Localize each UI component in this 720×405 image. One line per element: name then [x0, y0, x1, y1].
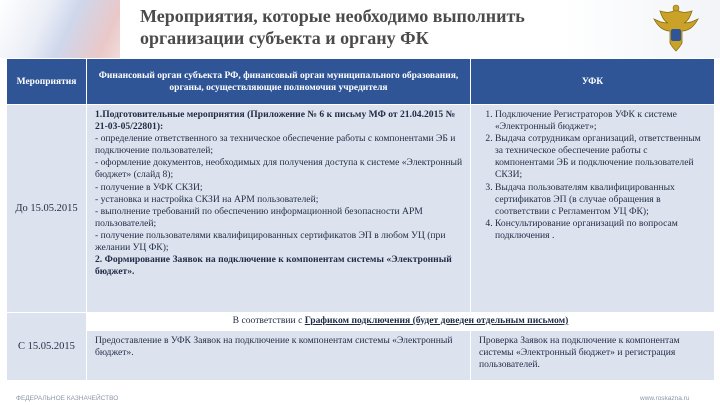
- fo-item: - получение пользователями квалифицированных сертификатов ЭП в любом УЦ (при желании УЦ ФК);: [95, 229, 446, 254]
- row2-date: С 15.05.2015: [7, 313, 87, 381]
- ufk-list: [473, 109, 708, 242]
- row1-financial-body: [87, 105, 471, 313]
- fo-item: - получение в УФК СКЗИ;: [95, 181, 203, 193]
- schedule-notice: В соответствии с Графиком подключения (будет доведен отдельным письмом): [87, 313, 715, 331]
- row1-ufk: [471, 105, 715, 313]
- requests-item: 2. Формирование Заявок на подключение к компонентам системы «Электронный бюджет».: [95, 254, 452, 278]
- footer-left: ФЕДЕРАЛЬНОЕ КАЗНАЧЕЙСТВО: [16, 395, 119, 402]
- ufk-item: 2. Выдача сотрудникам организаций, ответственным за техническое обеспечение работы с компонентами ЭБ и подключение пользователей СКЗИ;: [495, 133, 704, 181]
- header-activities: Мероприятия: [7, 59, 87, 105]
- activities-table: [6, 58, 715, 381]
- header-financial-body: Финансовый орган субъекта РФ, финансовый орган муниципального образования, органы, осуществляющие полномочия учредителя: [87, 59, 471, 105]
- fo-item: - выполнение требований по обеспечению информационной безопасности АРМ пользователей;: [95, 205, 423, 229]
- fo-item: - установка и настройка СКЗИ на АРМ пользователей;: [95, 193, 319, 205]
- flag-graphic: [0, 0, 120, 58]
- fo-item: - оформление документов, необходимых для получения доступа к системе «Электронный бюджет» (слайд 8);: [95, 157, 463, 181]
- header-ufk: УФК: [471, 59, 715, 105]
- eagle-emblem-icon: [648, 3, 704, 55]
- schedule-link[interactable]: Графиком подключения (будет доведен отдельным письмом): [304, 315, 569, 326]
- row2-financial-body: Предоставление в УФК Заявок на подключение к компонентам системы «Электронный бюджет».: [87, 331, 471, 381]
- fo-item: - определение ответственного за техническое обеспечение работы с компонентами ЭБ и подключение пользователей;: [95, 133, 456, 157]
- row1-date: До 15.05.2015: [7, 105, 87, 313]
- ufk-item: 3. Выдача пользователям квалифицированных сертификатов ЭП (в случае обращения в соответствии с Регламентом УЦ ФК);: [495, 182, 704, 218]
- ufk-item: 1. Подключение Регистраторов УФК к системе «Электронный бюджет»;: [495, 109, 704, 133]
- row2-ufk: Проверка Заявок на подключение к компонентам системы «Электронный бюджет» и регистрация пользователей.: [471, 331, 715, 381]
- ufk-item: 4. Консультирование организаций по вопросам подключения .: [495, 218, 704, 242]
- preparatory-title: 1.Подготовительные мероприятия (Приложение № 6 к письму МФ от 21.04.2015 № 21-03-05/22801):: [95, 109, 456, 133]
- footer-right: www.roskazna.ru: [640, 395, 690, 402]
- slide-title: Мероприятия, которые необходимо выполнить организации субъекта и органу ФК: [140, 6, 525, 48]
